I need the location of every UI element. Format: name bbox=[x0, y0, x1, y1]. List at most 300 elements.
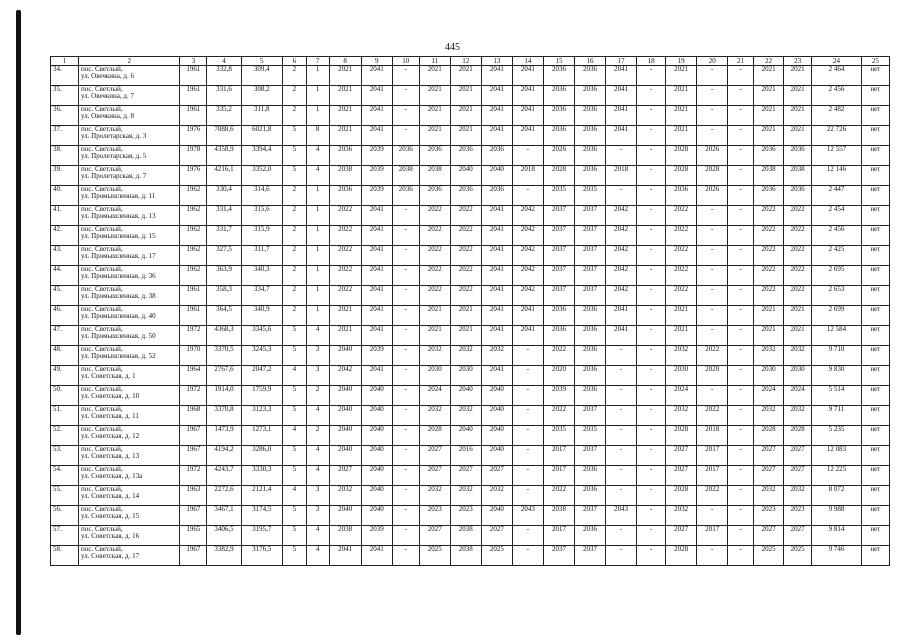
address-street: ул. Промышленная, д. 11 bbox=[80, 192, 156, 200]
table-cell: 2028 bbox=[419, 426, 450, 446]
table-cell: 2 699 bbox=[812, 306, 862, 326]
table-cell: 2036 bbox=[392, 146, 419, 166]
table-cell: - bbox=[728, 486, 754, 506]
table-cell: 2021 bbox=[450, 106, 481, 126]
table-cell: 2036 bbox=[574, 66, 605, 86]
table-cell: 2041 bbox=[606, 126, 637, 146]
table-cell: 4216,1 bbox=[207, 166, 241, 186]
table-cell: 4 bbox=[306, 406, 329, 426]
table-cell: 2028 bbox=[666, 486, 697, 506]
table-cell: 2028 bbox=[543, 166, 574, 186]
table-cell: 2022 bbox=[666, 286, 697, 306]
table-cell: 2022 bbox=[450, 246, 481, 266]
table-cell: 2021 bbox=[329, 86, 361, 106]
table-cell: - bbox=[392, 206, 419, 226]
table-cell: 5 bbox=[282, 526, 306, 546]
table-cell: 2021 bbox=[666, 66, 697, 86]
table-cell: - bbox=[392, 426, 419, 446]
table-cell: 2032 bbox=[450, 486, 481, 506]
table-cell: - bbox=[697, 326, 728, 346]
table-cell: 2021 bbox=[784, 66, 812, 86]
row-number: 37. bbox=[51, 126, 79, 146]
address-settlement: пос. Светлый, bbox=[80, 345, 123, 353]
table-cell: 5 bbox=[282, 406, 306, 426]
table-cell: 2028 bbox=[666, 166, 697, 186]
table-cell: 2041 bbox=[606, 66, 637, 86]
table-cell: 2027 bbox=[754, 466, 784, 486]
table-cell: 3406,5 bbox=[207, 526, 241, 546]
table-cell: 1 bbox=[306, 246, 329, 266]
table-cell: 2036 bbox=[574, 326, 605, 346]
column-header: 11 bbox=[419, 57, 450, 66]
address-cell bbox=[78, 186, 180, 206]
table-cell: 2036 bbox=[574, 346, 605, 366]
table-cell: 2039 bbox=[361, 146, 392, 166]
table-cell: 2027 bbox=[666, 526, 697, 546]
table-cell: 2272,6 bbox=[207, 486, 241, 506]
table-cell: 330,4 bbox=[207, 186, 241, 206]
column-header: 3 bbox=[180, 57, 207, 66]
column-header: 20 bbox=[697, 57, 728, 66]
table-cell: 2022 bbox=[450, 226, 481, 246]
table-cell: 2027 bbox=[419, 446, 450, 466]
table-cell: 2036 bbox=[419, 186, 450, 206]
table-cell: 2040 bbox=[450, 386, 481, 406]
table-cell: 2027 bbox=[666, 446, 697, 466]
table-cell: 2041 bbox=[361, 366, 392, 386]
table-cell: 2032 bbox=[754, 346, 784, 366]
table-cell: 2036 bbox=[574, 526, 605, 546]
table-cell: 2025 bbox=[784, 546, 812, 566]
table-cell: 5 bbox=[282, 446, 306, 466]
address-street: ул. Овечкина, д. 8 bbox=[80, 112, 134, 120]
table-cell: - bbox=[392, 86, 419, 106]
table-cell: - bbox=[512, 366, 543, 386]
table-cell: нет bbox=[861, 306, 889, 326]
table-cell: 2035 bbox=[543, 426, 574, 446]
table-cell: 2021 bbox=[754, 86, 784, 106]
table-cell: 2040 bbox=[361, 426, 392, 446]
table-cell: 4 bbox=[306, 466, 329, 486]
table-cell: 2041 bbox=[481, 326, 512, 346]
address-cell bbox=[78, 206, 180, 226]
table-cell: 1961 bbox=[180, 66, 207, 86]
table-cell: 2022 bbox=[329, 266, 361, 286]
table-cell: 2043 bbox=[512, 506, 543, 526]
table-cell: 2021 bbox=[329, 66, 361, 86]
table-cell: 2032 bbox=[784, 346, 812, 366]
table-cell: 2037 bbox=[543, 246, 574, 266]
table-cell: - bbox=[728, 426, 754, 446]
table-cell: 2036 bbox=[543, 66, 574, 86]
table-cell: 2767,6 bbox=[207, 366, 241, 386]
table-cell: - bbox=[697, 246, 728, 266]
table-cell: 4 bbox=[282, 426, 306, 446]
table-cell: 2041 bbox=[481, 206, 512, 226]
table-cell: 2020 bbox=[543, 366, 574, 386]
table-cell: 1964 bbox=[180, 366, 207, 386]
row-number: 42. bbox=[51, 226, 79, 246]
table-cell: - bbox=[637, 426, 666, 446]
row-number: 48. bbox=[51, 346, 79, 366]
table-cell: 2022 bbox=[784, 266, 812, 286]
table-cell: 2017 bbox=[697, 526, 728, 546]
table-cell: 2022 bbox=[543, 346, 574, 366]
address-cell bbox=[78, 86, 180, 106]
table-cell: 2041 bbox=[481, 86, 512, 106]
address-settlement: пос. Светлый, bbox=[80, 545, 123, 553]
table-cell: - bbox=[392, 66, 419, 86]
address-street: ул. Советская, д. 12 bbox=[80, 432, 140, 440]
column-header: 5 bbox=[241, 57, 282, 66]
table-cell: 2042 bbox=[512, 206, 543, 226]
table-cell: 2040 bbox=[450, 426, 481, 446]
table-cell: 2041 bbox=[481, 286, 512, 306]
table-cell: - bbox=[392, 366, 419, 386]
table-cell: 2022 bbox=[329, 246, 361, 266]
table-cell: - bbox=[728, 186, 754, 206]
table-cell: - bbox=[728, 266, 754, 286]
table-row bbox=[51, 386, 890, 406]
table-cell: 2032 bbox=[419, 346, 450, 366]
table-cell: - bbox=[637, 366, 666, 386]
table-cell: 2042 bbox=[512, 226, 543, 246]
address-cell bbox=[78, 246, 180, 266]
address-cell bbox=[78, 426, 180, 446]
table-cell: - bbox=[512, 386, 543, 406]
table-cell: 5 bbox=[282, 126, 306, 146]
table-cell: 2027 bbox=[784, 466, 812, 486]
address-cell bbox=[78, 526, 180, 546]
table-cell: 2041 bbox=[361, 326, 392, 346]
table-cell: 2 653 bbox=[812, 286, 862, 306]
table-cell: 2021 bbox=[754, 326, 784, 346]
table-cell: - bbox=[728, 446, 754, 466]
table-cell: 2022 bbox=[450, 206, 481, 226]
column-header: 8 bbox=[329, 57, 361, 66]
table-cell: 2039 bbox=[543, 386, 574, 406]
table-cell: 2042 bbox=[606, 266, 637, 286]
table-cell: 2 bbox=[282, 66, 306, 86]
column-header: 12 bbox=[450, 57, 481, 66]
table-cell: 2038 bbox=[329, 166, 361, 186]
address-street: ул. Советская, д. 16 bbox=[80, 532, 140, 540]
table-cell: 2041 bbox=[361, 206, 392, 226]
table-cell: 309,4 bbox=[241, 66, 282, 86]
table-cell: 2037 bbox=[543, 266, 574, 286]
address-settlement: пос. Светлый, bbox=[80, 225, 123, 233]
table-cell: 2018 bbox=[606, 166, 637, 186]
table-cell: 1967 bbox=[180, 446, 207, 466]
address-street: ул. Советская, д. 10 bbox=[80, 392, 140, 400]
table-cell: 2041 bbox=[481, 366, 512, 386]
table-cell: - bbox=[606, 466, 637, 486]
table-cell: 2023 bbox=[419, 506, 450, 526]
table-cell: 2 bbox=[282, 306, 306, 326]
table-cell: 2032 bbox=[329, 486, 361, 506]
table-cell: - bbox=[728, 226, 754, 246]
table-cell: 2 425 bbox=[812, 246, 862, 266]
table-cell: нет bbox=[861, 506, 889, 526]
table-cell: 2036 bbox=[574, 146, 605, 166]
table-cell: 2022 bbox=[784, 246, 812, 266]
table-cell: 2040 bbox=[329, 446, 361, 466]
table-cell: 2037 bbox=[574, 506, 605, 526]
table-cell: 1976 bbox=[180, 166, 207, 186]
table-cell: - bbox=[697, 106, 728, 126]
table-cell: - bbox=[637, 186, 666, 206]
table-row bbox=[51, 246, 890, 266]
table-cell: 2022 bbox=[666, 226, 697, 246]
table-cell: 315,6 bbox=[241, 206, 282, 226]
table-cell: 2037 bbox=[574, 226, 605, 246]
table-cell: 2021 bbox=[329, 126, 361, 146]
table-cell: 3 bbox=[306, 346, 329, 366]
table-cell: 2042 bbox=[512, 266, 543, 286]
table-cell: 2022 bbox=[754, 206, 784, 226]
table-cell: 2018 bbox=[512, 166, 543, 186]
address-settlement: пос. Светлый, bbox=[80, 405, 123, 413]
table-cell: - bbox=[512, 446, 543, 466]
table-cell: 2038 bbox=[450, 546, 481, 566]
table-cell: 2036 bbox=[574, 466, 605, 486]
table-cell: 2035 bbox=[543, 186, 574, 206]
table-cell: - bbox=[392, 126, 419, 146]
table-cell: 2040 bbox=[329, 426, 361, 446]
table-cell: 2 bbox=[282, 106, 306, 126]
table-cell: - bbox=[392, 546, 419, 566]
table-cell: 2121,4 bbox=[241, 486, 282, 506]
table-cell: 2022 bbox=[697, 346, 728, 366]
address-settlement: пос. Светлый, bbox=[80, 265, 123, 273]
table-row bbox=[51, 306, 890, 326]
table-row bbox=[51, 86, 890, 106]
table-cell: 2 482 bbox=[812, 106, 862, 126]
table-cell: 2 bbox=[282, 286, 306, 306]
address-cell bbox=[78, 286, 180, 306]
table-cell: 1961 bbox=[180, 286, 207, 306]
table-cell: 12 083 bbox=[812, 446, 862, 466]
table-cell: нет bbox=[861, 546, 889, 566]
address-street: ул. Советская, д. 13а bbox=[80, 472, 143, 480]
table-cell: - bbox=[637, 346, 666, 366]
table-cell: - bbox=[392, 346, 419, 366]
table-cell: 3352,0 bbox=[241, 166, 282, 186]
table-cell: 2041 bbox=[606, 86, 637, 106]
table-cell: 2036 bbox=[450, 146, 481, 166]
table-cell: 2025 bbox=[754, 546, 784, 566]
table-cell: 335,2 bbox=[207, 106, 241, 126]
table-cell: 2041 bbox=[512, 126, 543, 146]
table-cell: 2039 bbox=[361, 186, 392, 206]
table-cell: 2 bbox=[282, 246, 306, 266]
address-settlement: пос. Светлый, bbox=[80, 305, 123, 313]
table-cell: 2023 bbox=[784, 506, 812, 526]
address-cell bbox=[78, 126, 180, 146]
table-cell: 2032 bbox=[784, 406, 812, 426]
address-cell bbox=[78, 366, 180, 386]
address-cell bbox=[78, 506, 180, 526]
table-cell: 331,7 bbox=[207, 226, 241, 246]
table-cell: - bbox=[512, 546, 543, 566]
table-row bbox=[51, 206, 890, 226]
table-cell: 2036 bbox=[450, 186, 481, 206]
table-cell: 2022 bbox=[754, 226, 784, 246]
table-cell: 2022 bbox=[754, 266, 784, 286]
row-number: 46. bbox=[51, 306, 79, 326]
table-cell: 2038 bbox=[392, 166, 419, 186]
row-number: 57. bbox=[51, 526, 79, 546]
row-number: 51. bbox=[51, 406, 79, 426]
table-cell: 1 bbox=[306, 66, 329, 86]
address-settlement: пос. Светлый, bbox=[80, 385, 123, 393]
table-cell: - bbox=[392, 306, 419, 326]
address-street: ул. Советская, д. 11 bbox=[80, 412, 139, 420]
table-cell: 5 bbox=[282, 386, 306, 406]
address-cell bbox=[78, 266, 180, 286]
table-row bbox=[51, 326, 890, 346]
table-cell: - bbox=[697, 546, 728, 566]
table-cell: 4368,3 bbox=[207, 326, 241, 346]
table-cell: 2021 bbox=[666, 86, 697, 106]
table-cell: - bbox=[512, 526, 543, 546]
table-cell: 12 146 bbox=[812, 166, 862, 186]
table-cell: 2041 bbox=[361, 546, 392, 566]
table-cell: 1962 bbox=[180, 246, 207, 266]
address-settlement: пос. Светлый, bbox=[80, 285, 123, 293]
table-cell: 2036 bbox=[754, 186, 784, 206]
address-street: ул. Промышленная, д. 36 bbox=[80, 272, 156, 280]
table-cell: 1 bbox=[306, 186, 329, 206]
table-cell: нет bbox=[861, 346, 889, 366]
table-cell: 2017 bbox=[543, 526, 574, 546]
row-number: 56. bbox=[51, 506, 79, 526]
table-cell: 2035 bbox=[574, 426, 605, 446]
table-cell: - bbox=[512, 346, 543, 366]
table-cell: 311,7 bbox=[241, 246, 282, 266]
address-cell bbox=[78, 386, 180, 406]
table-cell: 2040 bbox=[481, 506, 512, 526]
row-number: 43. bbox=[51, 246, 79, 266]
table-cell: 331,4 bbox=[207, 206, 241, 226]
column-header: 22 bbox=[754, 57, 784, 66]
table-row bbox=[51, 546, 890, 566]
table-cell: 2040 bbox=[361, 386, 392, 406]
table-cell: 2 bbox=[306, 386, 329, 406]
row-number: 44. bbox=[51, 266, 79, 286]
table-cell: 2041 bbox=[481, 246, 512, 266]
table-cell: 2041 bbox=[361, 66, 392, 86]
table-cell: 2021 bbox=[666, 126, 697, 146]
table-cell: 3174,5 bbox=[241, 506, 282, 526]
column-header: 9 bbox=[361, 57, 392, 66]
column-number-header bbox=[51, 57, 890, 66]
table-cell: 2041 bbox=[329, 546, 361, 566]
table-cell: 2016 bbox=[450, 446, 481, 466]
table-cell: 1914,0 bbox=[207, 386, 241, 406]
table-cell: - bbox=[637, 166, 666, 186]
table-cell: 2021 bbox=[666, 326, 697, 346]
table-cell: 327,5 bbox=[207, 246, 241, 266]
table-cell: нет bbox=[861, 206, 889, 226]
address-street: ул. Промышленная, д. 50 bbox=[80, 332, 156, 340]
table-cell: 2038 bbox=[329, 526, 361, 546]
table-cell: 2 695 bbox=[812, 266, 862, 286]
table-cell: 2030 bbox=[754, 366, 784, 386]
table-cell: 6021,8 bbox=[241, 126, 282, 146]
table-cell: 1 bbox=[306, 106, 329, 126]
table-cell: 2038 bbox=[450, 526, 481, 546]
table-cell: 2021 bbox=[754, 306, 784, 326]
column-header: 17 bbox=[606, 57, 637, 66]
table-cell: 3286,0 bbox=[241, 446, 282, 466]
table-cell: 2037 bbox=[543, 286, 574, 306]
table-cell: 5 bbox=[282, 146, 306, 166]
table-cell: 1962 bbox=[180, 206, 207, 226]
address-cell bbox=[78, 346, 180, 366]
table-cell: 340,3 bbox=[241, 266, 282, 286]
table-cell: 2041 bbox=[512, 66, 543, 86]
table-cell: 2035 bbox=[574, 186, 605, 206]
table-cell: 2036 bbox=[392, 186, 419, 206]
table-cell: 2018 bbox=[697, 426, 728, 446]
table-cell: - bbox=[728, 326, 754, 346]
table-cell: 2040 bbox=[329, 346, 361, 366]
table-cell: 2037 bbox=[543, 546, 574, 566]
table-cell: - bbox=[637, 266, 666, 286]
table-cell: 2022 bbox=[697, 406, 728, 426]
column-header: 14 bbox=[512, 57, 543, 66]
table-cell: 1961 bbox=[180, 86, 207, 106]
row-number: 35. bbox=[51, 86, 79, 106]
table-cell: 2038 bbox=[754, 166, 784, 186]
table-cell: 9 746 bbox=[812, 546, 862, 566]
table-cell: нет bbox=[861, 106, 889, 126]
address-settlement: пос. Светлый, bbox=[80, 365, 123, 373]
address-settlement: пос. Светлый, bbox=[80, 165, 123, 173]
table-cell: - bbox=[728, 286, 754, 306]
table-cell: 2032 bbox=[450, 406, 481, 426]
table-cell: 2032 bbox=[419, 486, 450, 506]
table-cell: 2021 bbox=[754, 66, 784, 86]
table-cell: - bbox=[637, 406, 666, 426]
table-row bbox=[51, 406, 890, 426]
table-cell: 2021 bbox=[419, 326, 450, 346]
housing-register-table bbox=[50, 56, 890, 566]
table-cell: 2020 bbox=[697, 366, 728, 386]
address-settlement: пос. Светлый, bbox=[80, 205, 123, 213]
table-cell: 2032 bbox=[450, 346, 481, 366]
table-cell: 2022 bbox=[450, 286, 481, 306]
table-row bbox=[51, 286, 890, 306]
table-cell: 2038 bbox=[543, 506, 574, 526]
table-cell: 2032 bbox=[419, 406, 450, 426]
table-row bbox=[51, 146, 890, 166]
table-cell: - bbox=[728, 166, 754, 186]
address-settlement: пос. Светлый, bbox=[80, 145, 123, 153]
table-cell: - bbox=[637, 466, 666, 486]
table-cell: - bbox=[728, 386, 754, 406]
table-cell: нет bbox=[861, 186, 889, 206]
table-cell: 2022 bbox=[419, 286, 450, 306]
address-street: ул. Промышленная, д. 52 bbox=[80, 352, 156, 360]
table-cell: - bbox=[392, 266, 419, 286]
table-cell: 2040 bbox=[361, 486, 392, 506]
table-cell: 2028 bbox=[666, 426, 697, 446]
row-number: 55. bbox=[51, 486, 79, 506]
table-cell: 4 bbox=[306, 546, 329, 566]
table-cell: 2023 bbox=[450, 506, 481, 526]
